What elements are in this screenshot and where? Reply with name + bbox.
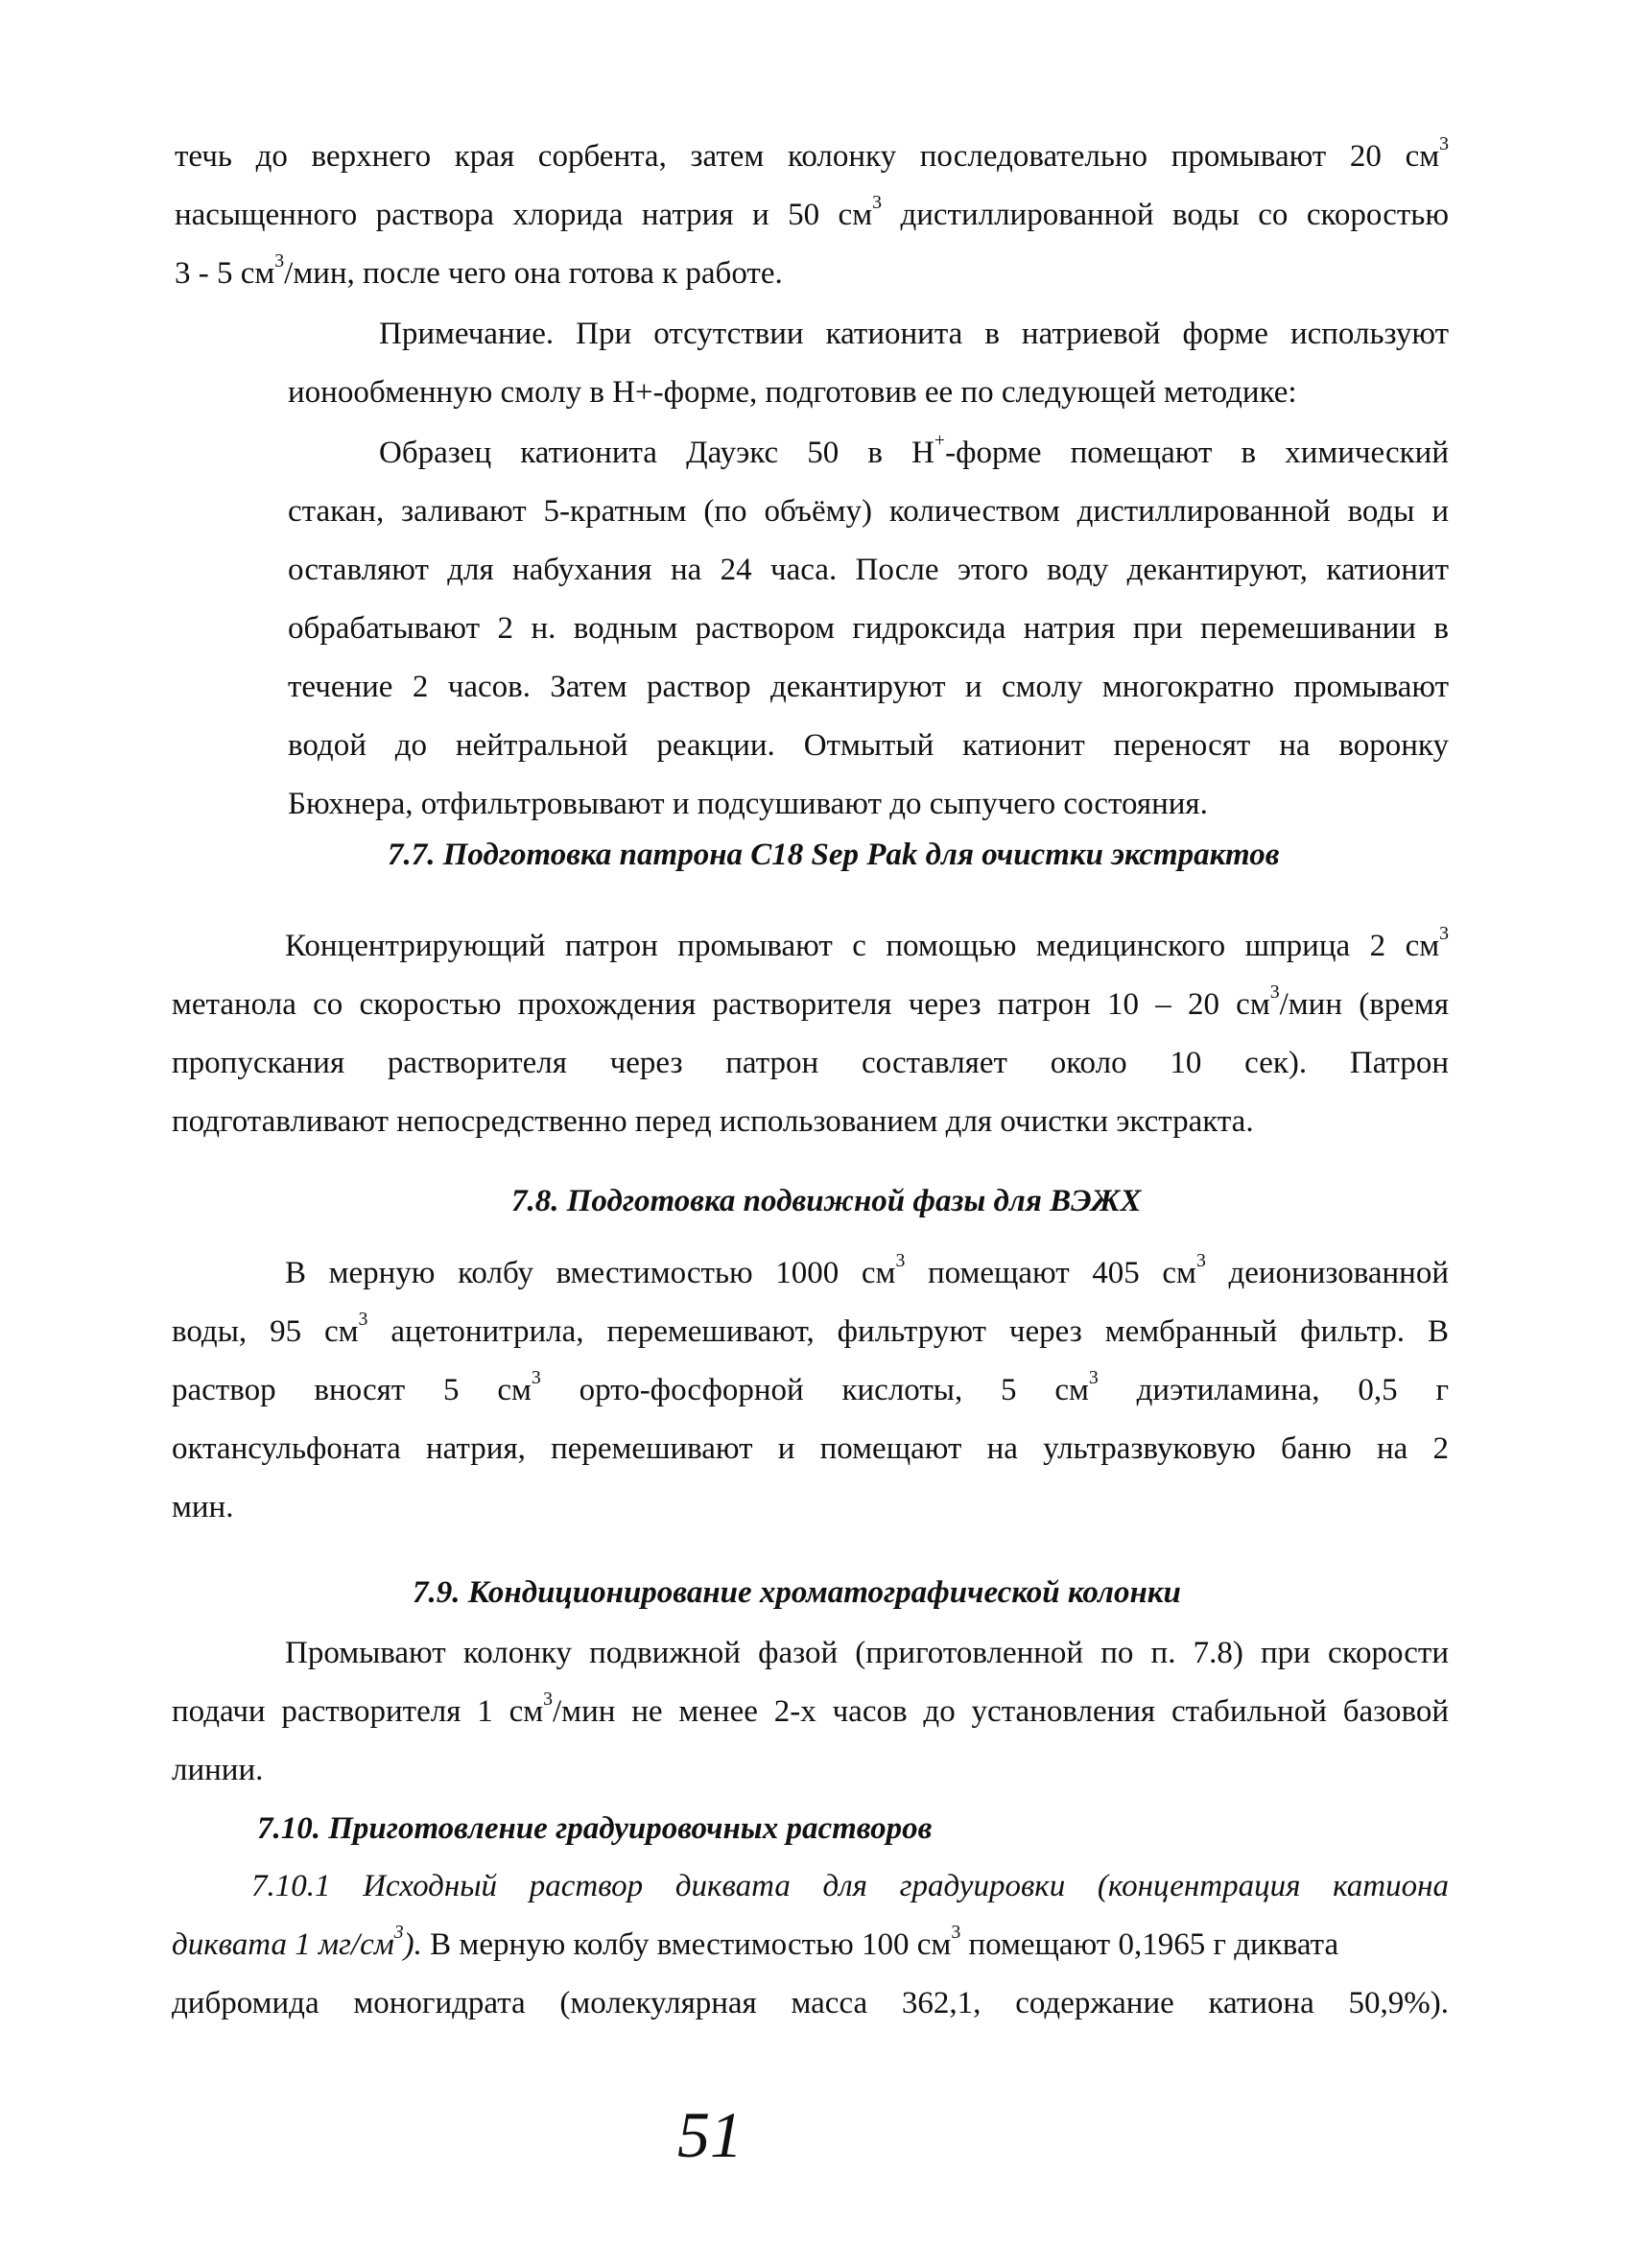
section-7-8-line: В мерную колбу вместимостью 1000 $см^3$ помещают 405 $см^3$ деионизованной <box>285 1250 1449 1290</box>
text-7-10-1-start: В мерную колбу вместимостью 100 $см^3$ помещают 0,1965 г диквата <box>430 1922 1339 1962</box>
page-number: 51 <box>677 2098 743 2171</box>
section-7-8-line: раствор вносят 5 $см^3$ орто-фосфорной кислоты, 5 $см^3$ диэтиламина, 0,5 г <box>172 1367 1449 1407</box>
cation-prep-line: водой до нейтральной реакции. Отмытый катионит переносят на воронку <box>288 728 1449 763</box>
section-7-8-line: воды, 95 $см^3$ ацетонитрила, перемешивают, фильтруют через мембранный фильтр. В <box>172 1309 1449 1349</box>
subheading-7-10-1: 7.10.1 Исходный раствор диквата для градуировки (концентрация катиона <box>251 1869 1449 1903</box>
cation-prep-line: течение 2 часов. Затем раствор декантируют и смолу многократно промывают <box>288 670 1449 704</box>
heading-7-9: 7.9. Кондиционирование хроматографической колонки <box>413 1575 1181 1610</box>
cation-prep-line: Образец катионита Дауэкс 50 в Н+-форме помещают в химический <box>379 430 1449 470</box>
body-top-line: 3 - 5 $см^3$/мин, после чего она готова к работе. <box>175 250 783 291</box>
section-7-7-line: Концентрирующий патрон промывают с помощью медицинского шприца 2 $см^3$ <box>285 923 1449 963</box>
section-7-9-line: Промывают колонку подвижной фазой (приготовленной по п. 7.8) при скорости <box>285 1636 1449 1670</box>
paragraph-7-10-1-line2 <box>172 1922 1449 1964</box>
note-line: Примечание. При отсутствии катионита в натриевой форме используют <box>379 317 1449 351</box>
section-7-8-line: мин. <box>172 1490 234 1524</box>
section-7-9-line: линии. <box>172 1753 264 1787</box>
note-line: ионообменную смолу в Н+-форме, подготовив ее по следующей методике: <box>288 375 1297 410</box>
body-top-line: насыщенного раствора хлорида натрия и 50 $см^3$ дистиллированной воды со скоростью <box>175 192 1449 232</box>
section-7-9-line: подачи растворителя 1 $см^3$/мин не менее 2-х часов до установления стабильной базовой <box>172 1689 1449 1729</box>
body-top-line: течь до верхнего края сорбента, затем колонку последовательно промывают 20 $см^3$ <box>175 133 1449 174</box>
heading-7-10: 7.10. Приготовление градуировочных растворов <box>257 1811 933 1846</box>
cation-prep-line: оставляют для набухания на 24 часа. После этого воду декантируют, катионит <box>288 553 1449 587</box>
paragraph-7-10-1-line3: дибромида моногидрата (молекулярная масса 362,1, содержание катиона 50,9%). <box>172 1986 1449 2020</box>
heading-7-8: 7.8. Подготовка подвижной фазы для ВЭЖХ <box>511 1184 1142 1218</box>
section-7-7-line: подготавливают непосредственно перед использованием для очистки экстракта. <box>172 1104 1254 1139</box>
section-7-7-line: пропускания растворителя через патрон составляет около 10 сек). Патрон <box>172 1046 1449 1080</box>
section-7-7-line: метанола со скоростью прохождения растворителя через патрон 10 – 20 $см^3$/мин (время <box>172 981 1449 1022</box>
subheading-7-10-1-end: диквата 1 $мг/см^3$). <box>172 1922 422 1962</box>
heading-7-7: 7.7. Подготовка патрона С18 Sep Pak для очистки экстрактов <box>388 838 1280 872</box>
cation-prep-line: Бюхнера, отфильтровывают и подсушивают до сыпучего состояния. <box>288 787 1208 821</box>
section-7-8-line: октансульфоната натрия, перемешивают и помещают на ультразвуковую баню на 2 <box>172 1431 1449 1466</box>
cation-prep-line: стакан, заливают 5-кратным (по объёму) количеством дистиллированной воды и <box>288 494 1449 529</box>
cation-prep-line: обрабатывают 2 н. водным раствором гидроксида натрия при перемешивании в <box>288 611 1449 646</box>
